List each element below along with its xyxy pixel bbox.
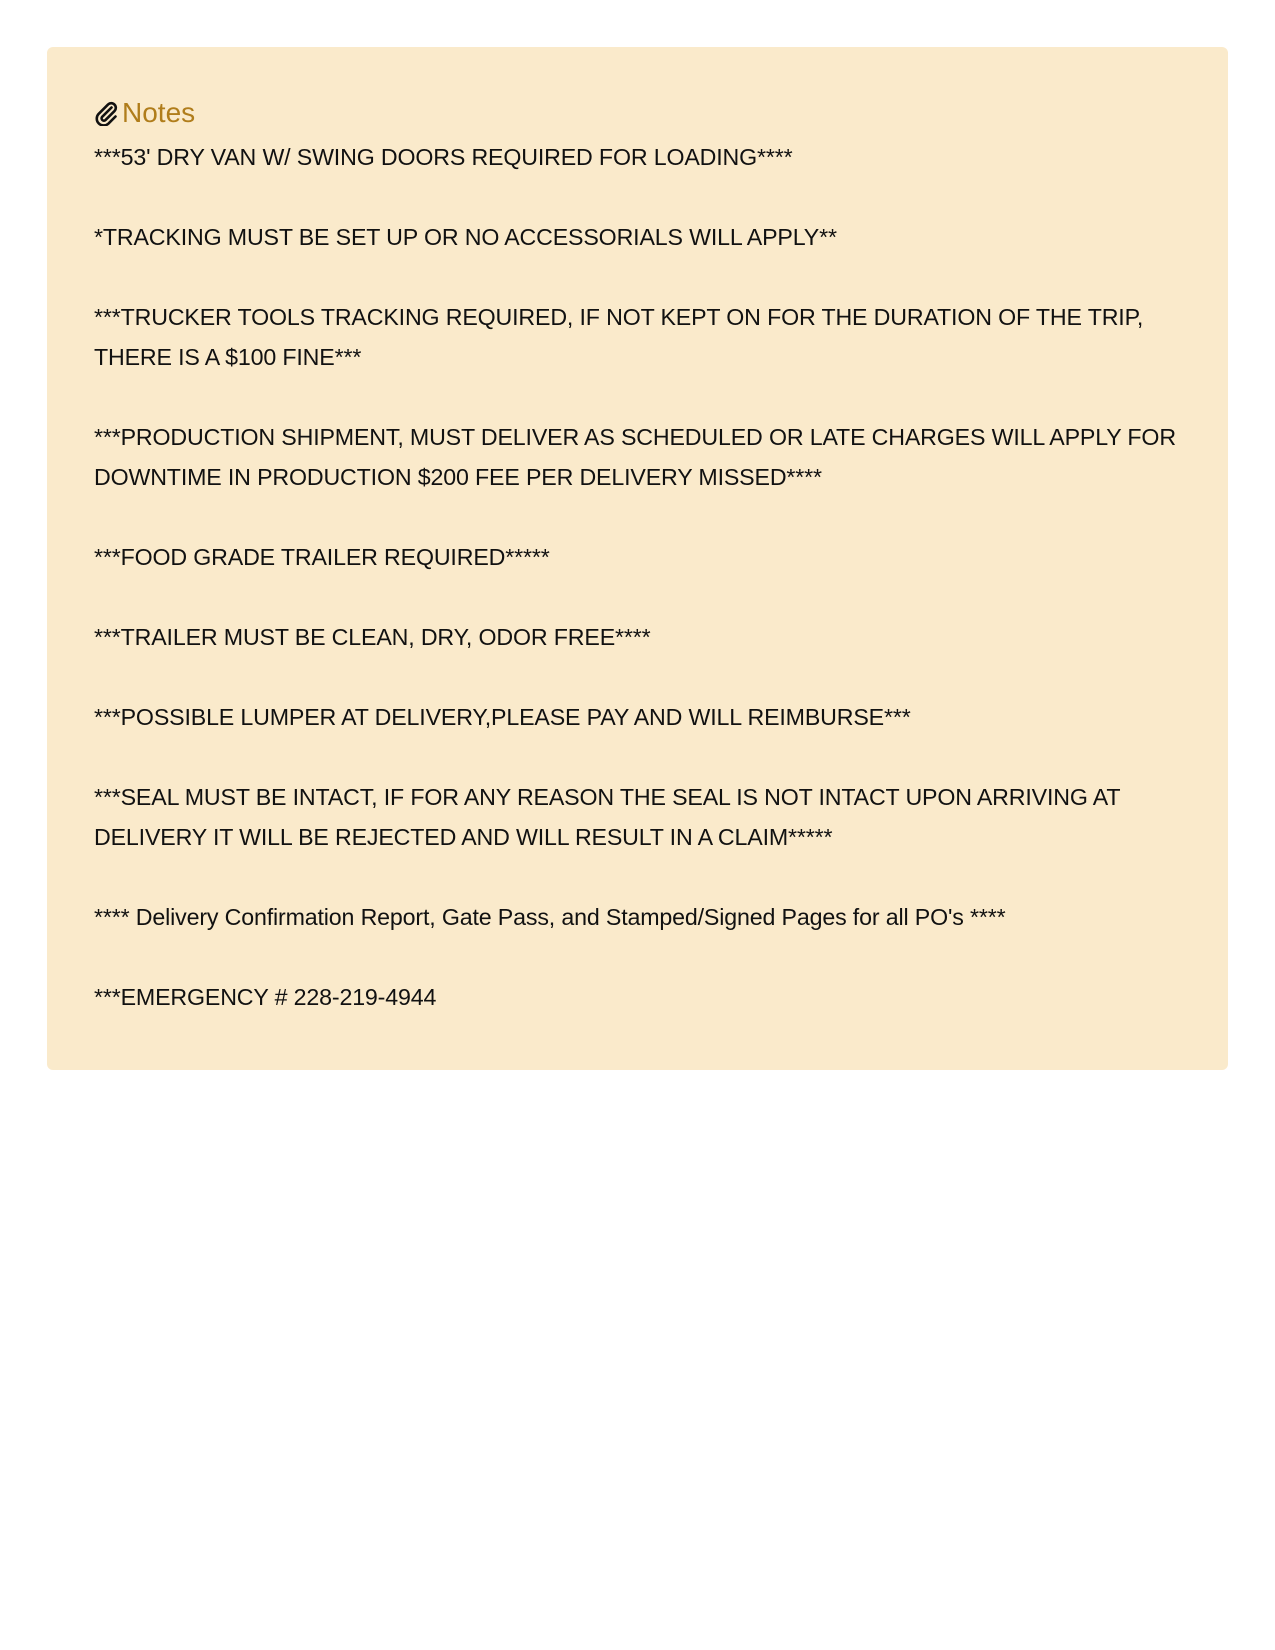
notes-list: [94, 137, 1181, 1017]
notes-panel: [47, 47, 1228, 1070]
notes-header: [94, 93, 1181, 133]
note-line: ***TRAILER MUST BE CLEAN, DRY, ODOR FREE****: [94, 624, 651, 650]
note-line: ***SEAL MUST BE INTACT, IF FOR ANY REASON THE SEAL IS NOT INTACT UPON ARRIVING AT DELIVERY IT WILL BE REJECTED AND WILL RESULT IN A CLAIM*****: [94, 784, 1120, 850]
note-line: **** Delivery Confirmation Report, Gate Pass, and Stamped/Signed Pages for all PO's ****: [94, 904, 1006, 930]
note-line: ***PRODUCTION SHIPMENT, MUST DELIVER AS SCHEDULED OR LATE CHARGES WILL APPLY FOR DOWNTIME IN PRODUCTION $200 FEE PER DELIVERY MISSED****: [94, 424, 1176, 490]
note-line: *TRACKING MUST BE SET UP OR NO ACCESSORIALS WILL APPLY**: [94, 224, 837, 250]
paperclip-icon: [94, 100, 118, 126]
note-line: ***POSSIBLE LUMPER AT DELIVERY,PLEASE PAY AND WILL REIMBURSE***: [94, 704, 911, 730]
note-line: ***53' DRY VAN W/ SWING DOORS REQUIRED FOR LOADING****: [94, 144, 793, 170]
emergency-contact: ***EMERGENCY # 228-219-4944: [94, 984, 437, 1010]
note-line: ***FOOD GRADE TRAILER REQUIRED*****: [94, 544, 550, 570]
notes-title: Notes: [122, 97, 196, 128]
note-line: ***TRUCKER TOOLS TRACKING REQUIRED, IF NOT KEPT ON FOR THE DURATION OF THE TRIP, THERE IS A $100 FINE***: [94, 304, 1144, 370]
